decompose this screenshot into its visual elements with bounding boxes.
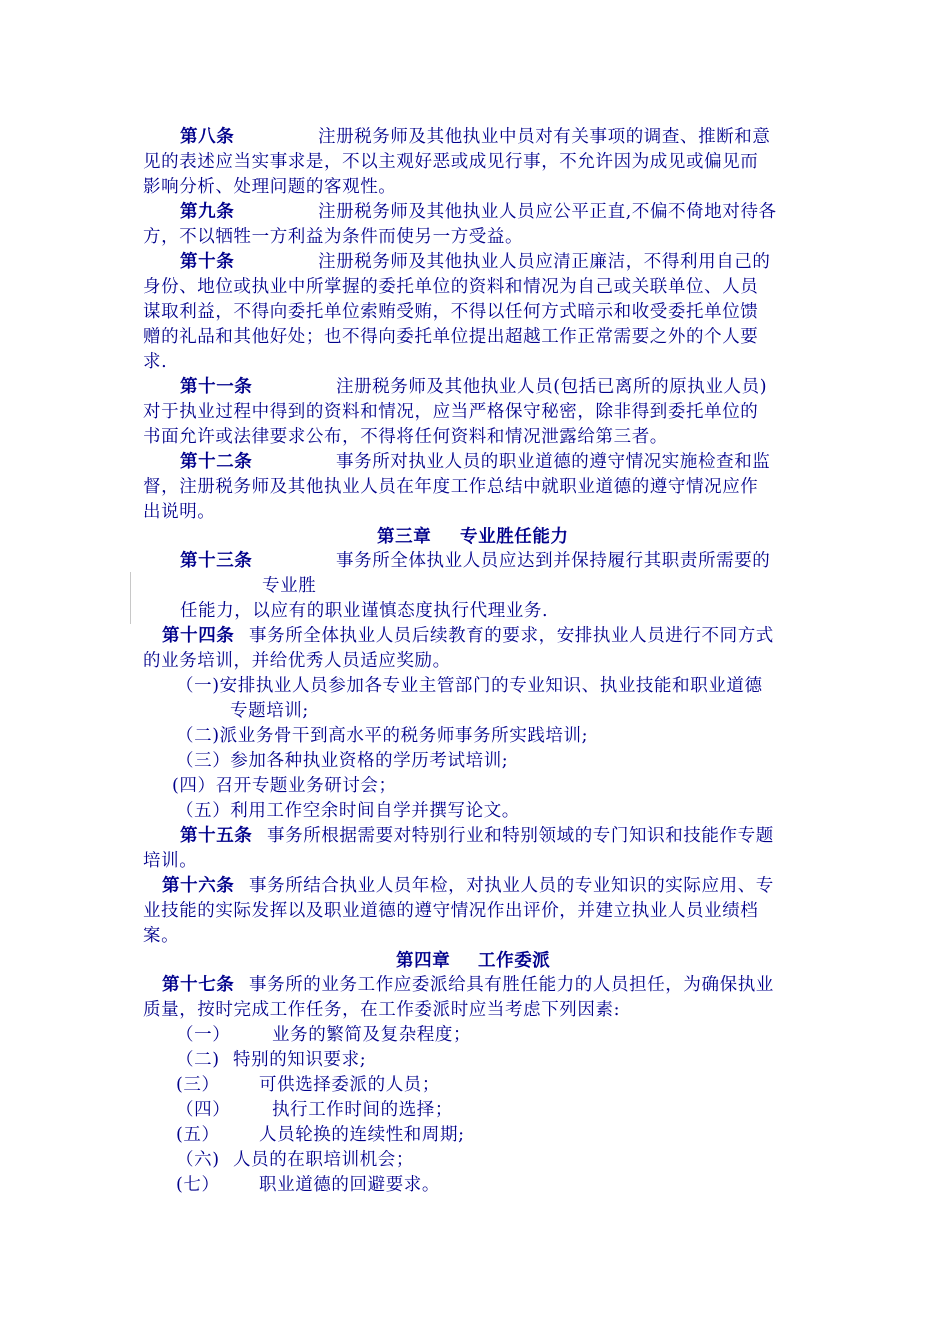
article-12-text-line: 出说明。 bbox=[143, 502, 216, 522]
article-16-text-line: 事务所结合执业人员年检，对执业人员的专业知识的实际应用、专 bbox=[249, 876, 774, 896]
article-9-heading: 第九条 bbox=[180, 202, 235, 222]
article-12-text-line: 督，注册税务师及其他执业人员在年度工作总结中就职业道德的遵守情况应作 bbox=[143, 477, 759, 497]
article-10-text-line: 注册税务师及其他执业人员应清正廉洁，不得利用自己的 bbox=[318, 252, 771, 272]
article-14-heading: 第十四条 bbox=[162, 626, 235, 646]
article-10-text-line: 谋取利益，不得向委托单位索贿受贿，不得以任何方式暗示和收受委托单位馈 bbox=[143, 302, 759, 322]
article-14-text-line: 事务所全体执业人员后续教育的要求，安排执业人员进行不同方式 bbox=[249, 626, 774, 646]
article-16-heading: 第十六条 bbox=[162, 876, 235, 896]
list-item-number: （二) bbox=[176, 1050, 220, 1070]
list-item: 专题培训; bbox=[230, 701, 309, 721]
article-9-text-line: 注册税务师及其他执业人员应公平正直,不偏不倚地对待各 bbox=[318, 202, 777, 222]
chapter-3-number: 第三章 bbox=[377, 527, 432, 547]
article-16-text-line: 业技能的实际发挥以及职业道德的遵守情况作出评价，并建立执业人员业绩档 bbox=[143, 901, 759, 921]
article-8-heading: 第八条 bbox=[180, 127, 235, 147]
article-8-text-line: 见的表述应当实事求是，不以主观好恶或成见行事，不允许因为成见或偏见而 bbox=[143, 152, 759, 172]
article-15-heading: 第十五条 bbox=[180, 826, 253, 846]
article-11-heading: 第十一条 bbox=[180, 377, 253, 397]
article-13-heading: 第十三条 bbox=[180, 551, 253, 571]
article-16-text-line: 案。 bbox=[143, 926, 180, 946]
list-item-number: (七） bbox=[176, 1175, 220, 1195]
article-17-text-line: 事务所的业务工作应委派给具有胜任能力的人员担任，为确保执业 bbox=[249, 975, 774, 995]
article-8-text-line: 影响分析、处理问题的客观性。 bbox=[143, 177, 397, 197]
list-item-number: （六) bbox=[176, 1150, 220, 1170]
article-10-text-line: 赠的礼品和其他好处；也不得向委托单位提出超越工作正常需要之外的个人要 bbox=[143, 327, 759, 347]
article-15-text-line: 培训。 bbox=[143, 851, 198, 871]
article-9-text-line: 方，不以牺牲一方利益为条件而使另一方受益。 bbox=[143, 227, 524, 247]
list-item-number: (三） bbox=[176, 1075, 220, 1095]
article-10-text-line: 身份、地位或执业中所掌握的委托单位的资料和情况为自己或关联单位、人员 bbox=[143, 277, 759, 297]
chapter-3-title: 专业胜任能力 bbox=[460, 527, 569, 547]
list-item-number: (五） bbox=[176, 1125, 220, 1145]
list-item-text: 执行工作时间的选择； bbox=[272, 1100, 453, 1120]
article-10-text-line: 求. bbox=[143, 352, 168, 372]
article-10-heading: 第十条 bbox=[180, 252, 235, 272]
list-item: （一)安排执业人员参加各专业主管部门的专业知识、执业技能和职业道德 bbox=[176, 676, 763, 696]
list-item-number: （一） bbox=[176, 1025, 231, 1045]
list-item: （二)派业务骨干到高水平的税务师事务所实践培训; bbox=[176, 726, 589, 746]
list-item: （五）利用工作空余时间自学并撰写论文。 bbox=[176, 801, 520, 821]
list-item-text: 人员轮换的连续性和周期; bbox=[259, 1125, 465, 1145]
article-17-text-line: 质量，按时完成工作任务，在工作委派时应当考虑下列因素: bbox=[143, 1000, 621, 1020]
article-11-text-line: 注册税务师及其他执业人员(包括已离所的原执业人员) bbox=[336, 377, 768, 397]
list-item-text: 人员的在职培训机会； bbox=[233, 1150, 414, 1170]
article-11-text-line: 对于执业过程中得到的资料和情况，应当严格保守秘密，除非得到委托单位的 bbox=[143, 402, 759, 422]
article-13-text-line: 专业胜 bbox=[262, 576, 317, 596]
article-13-text-line: 事务所全体执业人员应达到并保持履行其职责所需要的 bbox=[336, 551, 771, 571]
list-item: （三）参加各种执业资格的学历考试培训; bbox=[176, 751, 509, 771]
list-item-text: 业务的繁简及复杂程度； bbox=[272, 1025, 472, 1045]
article-12-text-line: 事务所对执业人员的职业道德的遵守情况实施检查和监 bbox=[336, 452, 771, 472]
margin-marker bbox=[130, 572, 131, 624]
article-14-text-line: 的业务培训，并给优秀人员适应奖励。 bbox=[143, 651, 451, 671]
article-13-text-line: 任能力，以应有的职业谨慎态度执行代理业务. bbox=[180, 601, 549, 621]
list-item: (四）召开专题业务研讨会； bbox=[172, 776, 397, 796]
article-8-text-line: 注册税务师及其他执业中员对有关事项的调查、推断和意 bbox=[318, 127, 771, 147]
chapter-4-title: 工作委派 bbox=[478, 951, 551, 971]
article-17-heading: 第十七条 bbox=[162, 975, 235, 995]
article-11-text-line: 书面允许或法律要求公布，不得将任何资料和情况泄露给第三者。 bbox=[143, 427, 668, 447]
list-item-text: 可供选择委派的人员； bbox=[259, 1075, 440, 1095]
chapter-4-number: 第四章 bbox=[396, 951, 451, 971]
list-item-text: 职业道德的回避要求。 bbox=[259, 1175, 440, 1195]
article-15-text-line: 事务所根据需要对特别行业和特别领域的专门知识和技能作专题 bbox=[267, 826, 774, 846]
list-item-text: 特别的知识要求; bbox=[233, 1050, 367, 1070]
article-12-heading: 第十二条 bbox=[180, 452, 253, 472]
list-item-number: （四） bbox=[176, 1100, 231, 1120]
